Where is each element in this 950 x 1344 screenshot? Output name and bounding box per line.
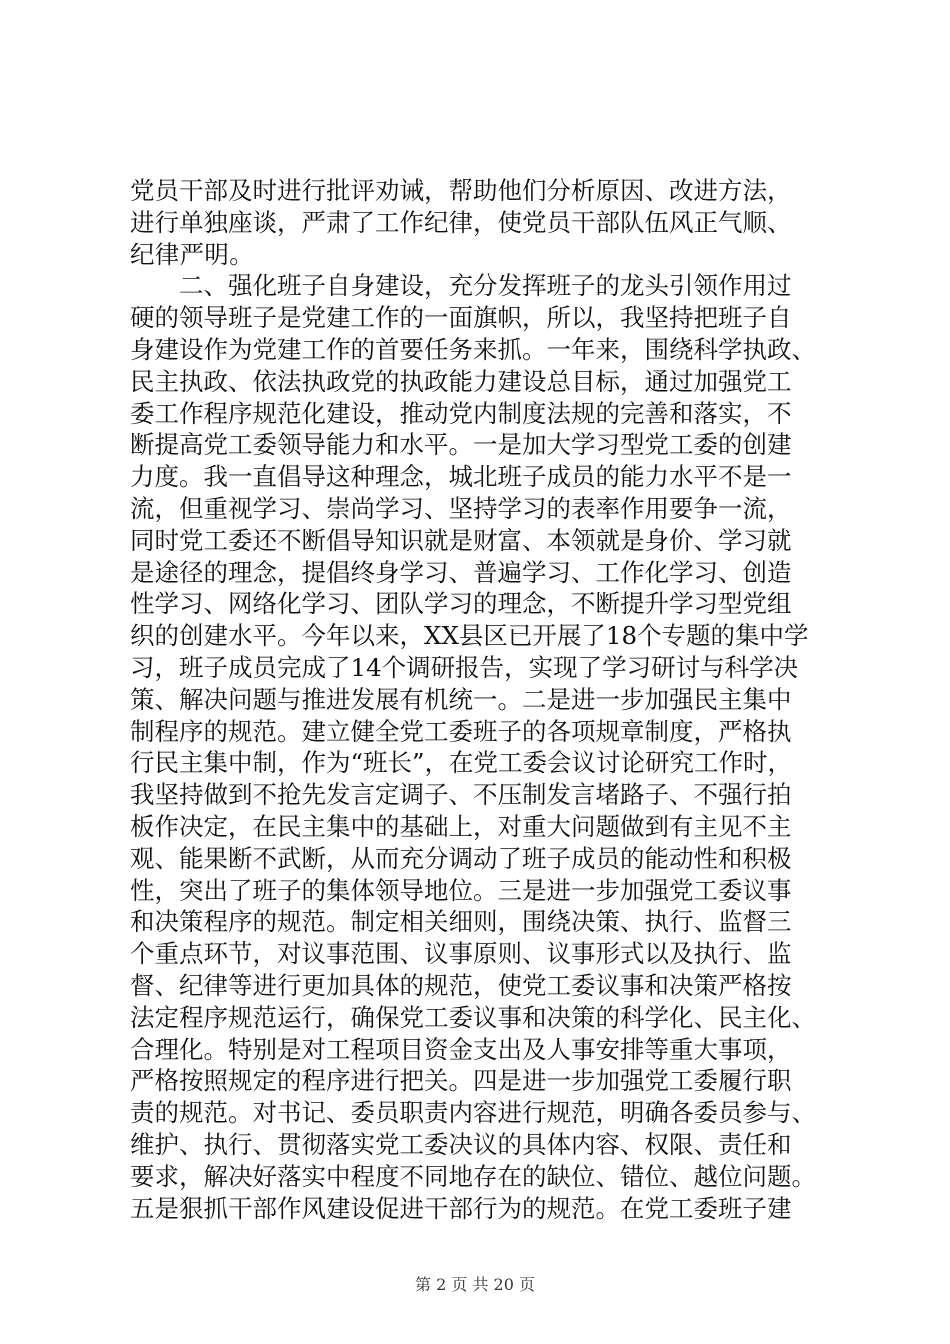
text-line: 断提高党工委领导能力和水平。一是加大学习型党工委的创建 <box>130 430 792 460</box>
text-line: 要求，解决好落实中程度不同地存在的缺位、错位、越位问题。 <box>130 1161 816 1191</box>
text-line: 进行单独座谈，严肃了工作纪律，使党员干部队伍风正气顺、 <box>130 207 792 237</box>
text-line: 法定程序规范运行，确保党工委议事和决策的科学化、民主化、 <box>130 1002 816 1032</box>
text-line: 习，班子成员完成了14个调研报告，实现了学习研讨与科学决 <box>130 652 799 682</box>
text-line: 行民主集中制，作为“班长”，在党工委会议讨论研究工作时， <box>130 748 793 778</box>
text-line: 民主执政、依法执政党的执政能力建设总目标，通过加强党工 <box>130 366 792 396</box>
text-line: 党员干部及时进行批评劝诫，帮助他们分析原因、改进方法， <box>130 176 792 205</box>
text-line: 流，但重视学习、崇尚学习、坚持学习的表率作用要争一流， <box>130 493 792 523</box>
text-line: 五是狠抓干部作风建设促进干部行为的规范。在党工委班子建 <box>130 1193 792 1223</box>
text-line: 制程序的规范。建立健全党工委班子的各项规章制度，严格执 <box>130 716 792 746</box>
text-line: 个重点环节，对议事范围、议事原则、议事形式以及执行、监 <box>130 939 792 969</box>
text-line: 和决策程序的规范。制定相关细则，围绕决策、执行、监督三 <box>130 907 792 937</box>
text-line: 二、强化班子自身建设，充分发挥班子的龙头引领作用过 <box>130 271 792 301</box>
text-line: 委工作程序规范化建设，推动党内制度法规的完善和落实，不 <box>130 398 792 428</box>
text-line: 硬的领导班子是党建工作的一面旗帜，所以，我坚持把班子自 <box>130 303 792 333</box>
page-footer: 第 2 页 共 20 页 <box>415 1275 535 1294</box>
document-body <box>130 175 830 1224</box>
text-line: 督、纪律等进行更加具体的规范，使党工委议事和决策严格按 <box>130 970 792 1000</box>
text-line: 是途径的理念，提倡终身学习、普遍学习、工作化学习、创造 <box>130 557 792 587</box>
text-line: 纪律严明。 <box>130 239 254 269</box>
text-line: 性，突出了班子的集体领导地位。三是进一步加强党工委议事 <box>130 875 792 905</box>
text-line: 维护、执行、贯彻落实党工委决议的具体内容、权限、责任和 <box>130 1129 792 1159</box>
text-line: 力度。我一直倡导这种理念，城北班子成员的能力水平不是一 <box>130 462 792 492</box>
text-line: 观、能果断不武断，从而充分调动了班子成员的能动性和积极 <box>130 843 792 873</box>
text-line: 合理化。特别是对工程项目资金支出及人事安排等重大事项， <box>130 1034 792 1064</box>
text-line: 严格按照规定的程序进行把关。四是进一步加强党工委履行职 <box>130 1066 792 1096</box>
text-line: 我坚持做到不抢先发言定调子、不压制发言堵路子、不强行拍 <box>130 780 792 810</box>
text-line: 板作决定，在民主集中的基础上，对重大问题做到有主见不主 <box>130 811 792 841</box>
text-line: 同时党工委还不断倡导知识就是财富、本领就是身价、学习就 <box>130 525 792 555</box>
text-line: 性学习、网络化学习、团队学习的理念，不断提升学习型党组 <box>130 589 792 619</box>
text-line: 织的创建水平。今年以来，XX县区已开展了18个专题的集中学 <box>130 621 809 651</box>
text-line: 责的规范。对书记、委员职责内容进行规范，明确各委员参与、 <box>130 1098 816 1128</box>
text-line: 策、解决问题与推进发展有机统一。二是进一步加强民主集中 <box>130 684 792 714</box>
text-line: 身建设作为党建工作的首要任务来抓。一年来，围绕科学执政、 <box>130 334 816 364</box>
